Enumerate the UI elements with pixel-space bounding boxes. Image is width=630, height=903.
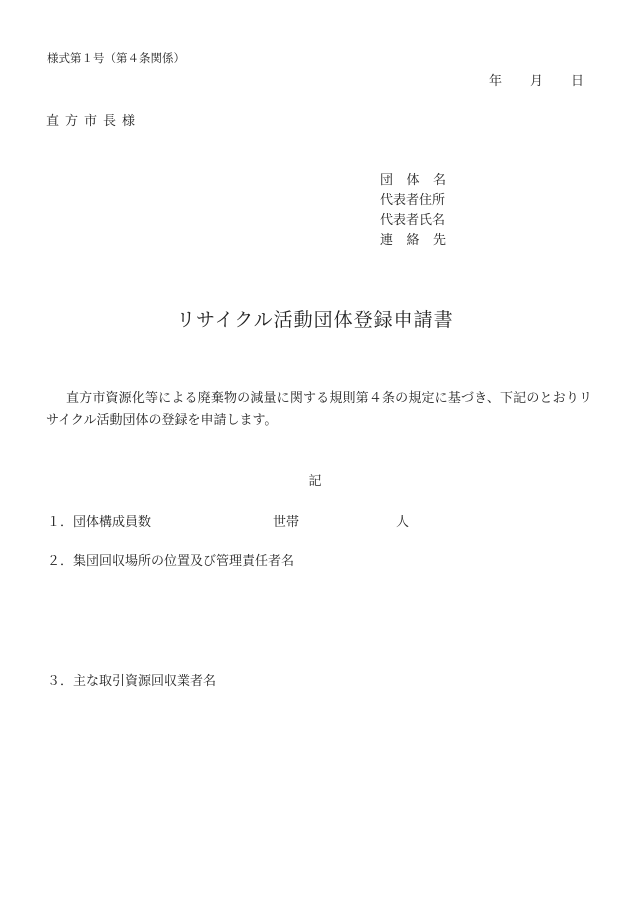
date-day-label: 日 <box>571 74 585 89</box>
item-recycler <box>47 670 216 689</box>
ki-heading: 記 <box>308 474 322 489</box>
person-unit-label: 人 <box>396 515 410 530</box>
item-number: １． <box>47 515 74 530</box>
body-paragraph: 直方市資源化等による廃棄物の減量に関する規則第４条の規定に基づき、下記のとおりリサイクル活動団体の登録を申請します。 <box>46 391 592 428</box>
household-unit-label: 世帯 <box>273 515 300 530</box>
form-number: 様式第１号（第４条関係） <box>47 51 185 65</box>
item-collection-site <box>47 550 294 569</box>
contact-label-char: 絡 <box>406 233 420 248</box>
item-number: ３． <box>47 674 74 689</box>
item-number: ２． <box>47 554 74 569</box>
representative-address-label: 代表者住所 <box>380 193 446 208</box>
item-label: 団体構成員数 <box>73 515 152 530</box>
contact-label <box>380 229 446 248</box>
item-label: 主な取引資源回収業者名 <box>73 674 217 689</box>
item-label: 集団回収場所の位置及び管理責任者名 <box>73 554 295 569</box>
date-year-label: 年 <box>489 74 503 89</box>
contact-label-char: 先 <box>432 233 446 248</box>
group-name-label-char: 団 <box>380 173 394 188</box>
group-name-label <box>380 169 446 188</box>
item-member-count <box>47 511 151 530</box>
document-title: リサイクル活動団体登録申請書 <box>176 309 454 331</box>
date-month-label: 月 <box>530 74 544 89</box>
representative-name-label: 代表者氏名 <box>380 213 446 228</box>
group-name-label-char: 体 <box>406 173 420 188</box>
group-name-label-char: 名 <box>432 173 446 188</box>
contact-label-char: 連 <box>380 233 394 248</box>
addressee: 直方市長様 <box>46 114 142 129</box>
